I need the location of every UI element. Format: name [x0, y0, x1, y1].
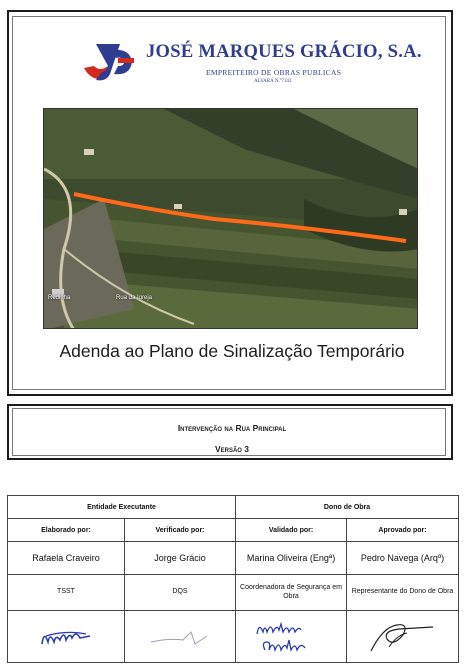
role-verificado: DQS: [125, 575, 236, 611]
signature-elaborado: [8, 611, 125, 663]
role-validado: Coordenadora de Segurança em Obra: [236, 575, 347, 611]
column-heading-elaborado: Elaborado por:: [8, 519, 125, 542]
group-header-executante: Entidade Executante: [8, 496, 236, 519]
signature-initials: [36, 622, 96, 652]
aerial-photo-map: [44, 109, 418, 329]
group-header-dono-obra: Dono de Obra: [236, 496, 459, 519]
document-title: Adenda ao Plano de Sinalização Temporário: [59, 341, 405, 361]
name-aprovado: Pedro Navega (Arqº): [347, 542, 459, 575]
aerial-photo: [43, 108, 418, 329]
role-elaborado: TSST: [8, 575, 125, 611]
company-alvara: ALVARÁ N.º7143: [254, 79, 292, 84]
version-label: Versão 3: [214, 444, 250, 454]
intervention-title: Intervenção na Rua Principal: [177, 423, 287, 433]
signature-verificado: [125, 611, 236, 663]
column-heading-validado: Validado por:: [236, 519, 347, 542]
signature-script: [251, 616, 331, 658]
map-label-rua-igreja: Rua da Igreja: [116, 295, 153, 301]
signature-validado: [236, 611, 347, 663]
column-heading-aprovado: Aprovado por:: [347, 519, 459, 542]
company-subtitle: EMPREITEIRO DE OBRAS PUBLICAS: [206, 68, 342, 77]
signature-loop: [363, 617, 443, 657]
column-heading-verificado: Verificado por:: [125, 519, 236, 542]
approvals-table: [7, 495, 459, 663]
company-logo: [78, 38, 138, 84]
name-elaborado: Rafaela Craveiro: [8, 542, 125, 575]
role-aprovado: Representante do Dono de Obra: [347, 575, 459, 611]
name-validado: Marina Oliveira (Engª): [236, 542, 347, 575]
signature-faint: [145, 622, 215, 652]
company-name: JOSÉ MARQUES GRÁCIO, S.A.: [146, 42, 422, 62]
signature-aprovado: [347, 611, 459, 663]
map-label-redinha: Redinha: [48, 295, 71, 301]
name-verificado: Jorge Grácio: [125, 542, 236, 575]
